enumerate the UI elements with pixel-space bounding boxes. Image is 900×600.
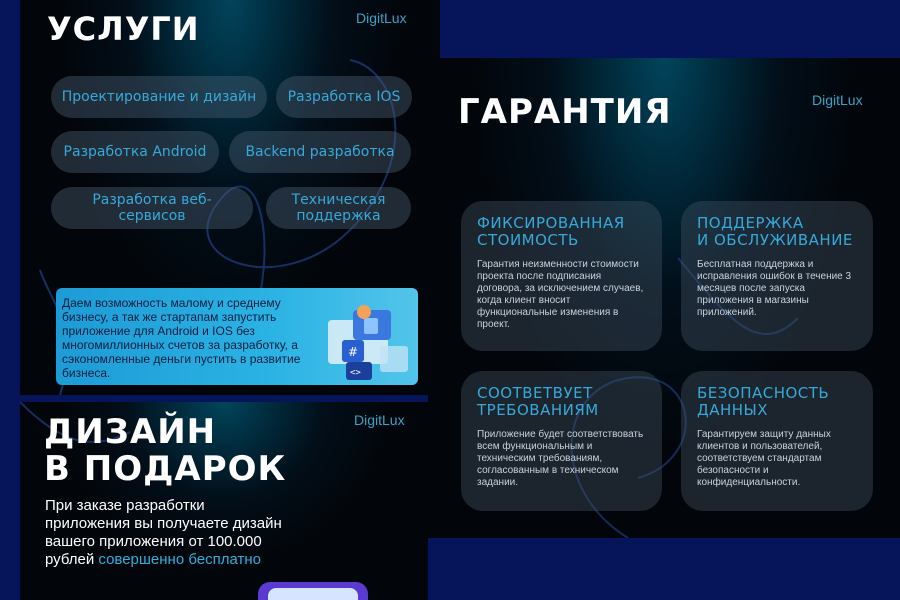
- guarantee-card-support: [681, 201, 873, 351]
- guarantee-panel: [428, 58, 900, 538]
- brand-logo: DigitLux: [812, 92, 863, 108]
- card-text: Гарантия неизменности стоимости проекта после подписания договора, за исключением случаев, когда клиент вносит функциональные изменения в проект.: [477, 259, 644, 330]
- gift-text: При заказе разработки приложения вы получаете дизайн вашего приложения от 100.000 рублей: [45, 497, 282, 568]
- promo-banner: [56, 288, 418, 385]
- card-title: БЕЗОПАСНОСТЬ ДАННЫХ: [697, 384, 830, 419]
- gift-description: [45, 497, 285, 569]
- card-text: Приложение будет соответствовать всем функциональным и техническим требованиям, согласованным в техническом задании.: [477, 429, 644, 488]
- services-panel: [20, 0, 440, 395]
- service-design[interactable]: Проектирование и дизайн: [51, 76, 267, 118]
- card-text: Бесплатная поддержка и исправления ошибок в течение 3 месяцев после запуска приложения в магазины приложений.: [697, 259, 852, 318]
- brand-logo: DigitLux: [356, 10, 407, 26]
- card-title: ФИКСИРОВАННАЯ СТОИМОСТЬ: [477, 214, 625, 249]
- gift-title-line1: ДИЗАЙН: [44, 412, 217, 452]
- phone-illustration: [258, 580, 388, 600]
- gift-title-line2: В ПОДАРОК: [44, 449, 287, 489]
- card-title: СООТВЕТВУЕТ ТРЕБОВАНИЯМ: [477, 384, 599, 419]
- service-web[interactable]: Разработка веб-сервисов: [51, 187, 253, 229]
- service-ios[interactable]: Разработка IOS: [276, 76, 412, 118]
- card-title: ПОДДЕРЖКА И ОБСЛУЖИВАНИЕ: [697, 214, 853, 249]
- services-title: УСЛУГИ: [47, 10, 200, 48]
- service-support[interactable]: Техническая поддержка: [266, 187, 411, 229]
- svg-text:<>: <>: [350, 368, 361, 378]
- svg-text:#: #: [348, 345, 359, 359]
- guarantee-card-fixed-price: [461, 201, 662, 351]
- service-backend[interactable]: Backend разработка: [229, 131, 411, 173]
- devices-illustration: [318, 290, 418, 385]
- promo-text: Даем возможность малому и среднему бизнесу, а так же стартапам запустить приложение для Android и IOS без многомиллионных счетов за разработку, а сэкономленные деньги пустить в развитие бизнеса.: [62, 296, 301, 380]
- guarantee-card-requirements: [461, 371, 662, 511]
- service-android[interactable]: Разработка Android: [51, 131, 219, 173]
- gift-accent-text: совершенно бесплатно: [98, 551, 262, 568]
- guarantee-card-security: [681, 371, 873, 511]
- card-text: Гарантируем защиту данных клиентов и пользователей, соответствуем стандартам безопасности и конфиденциальности.: [697, 429, 831, 488]
- guarantee-title: ГАРАНТИЯ: [458, 92, 672, 132]
- brand-logo: DigitLux: [354, 412, 405, 428]
